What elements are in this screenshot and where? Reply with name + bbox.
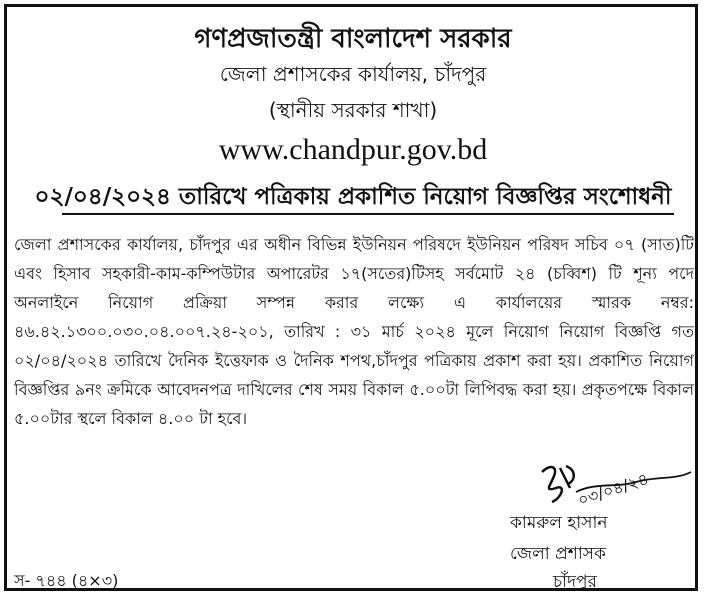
reference-number: স- ৭৪৪ (৪×৩) xyxy=(14,571,119,590)
government-heading: গণপ্রজাতন্ত্রী বাংলাদেশ সরকার xyxy=(194,24,512,54)
signature-scribble-icon xyxy=(536,458,696,513)
svg-text:০৩/০৪/২৪: ০৩/০৪/২৪ xyxy=(575,469,651,510)
signatory-designation: জেলা প্রশাসক xyxy=(510,544,606,564)
title-underline xyxy=(62,213,674,215)
signatory-name: কামরুল হাসান xyxy=(510,513,608,533)
notice-paragraph: জেলা প্রশাসকের কার্যালয়, চাঁদপুর এর অধীন বিভিন্ন ইউনিয়ন পরিষদে ইউনিয়ন পরিষদ সচিব ০৭ (সাত)টি এবং হিসাব সহকারী-কাম-কম্পিউটার অপারেটর ১৭(সতের)টিসহ সর্বমোট ২৪ (চব্বিশ) টি শূন্য পদে অনলাইনে নিয়োগ প্রক্রিয়া সম্পন্ন করার লক্ষ্যে এ কার্যালয়ের স্মারক নম্বর: ৪৬.৪২.১৩০০.০৩০.০৪.০০৭.২৪-২০১, তারিখ : ৩১ মার্চ ২০২৪ মূলে নিয়োগ নিয়োগ বিজ্ঞপ্তি গত ০২/০৪/২০২৪ তারিখে দৈনিক ইত্তেফাক ও দৈনিক শপথ,চাঁদপুর পত্রিকায় প্রকাশ করা হয়। প্রকাশিত নিয়োগ বিজ্ঞপ্তির ৯নং ক্রমিকে আবেদনপত্র দাখিলের শেষ সময় বিকাল ৫.০০টা লিপিবদ্ধ করা হয়। প্রকৃতপক্ষে বিকাল ৫.০০টার স্থলে বিকাল ৪.০০ টা হবে। xyxy=(14,235,694,428)
branch-heading: (স্থানীয় সরকার শাখা) xyxy=(268,98,438,122)
website-url: www.chandpur.gov.bd xyxy=(218,133,488,166)
office-heading: জেলা প্রশাসকের কার্যালয়, চাঁদপুর xyxy=(219,62,487,86)
notice-body xyxy=(14,230,694,433)
notice-title: ০২/০৪/২০২৪ তারিখে পত্রিকায় প্রকাশিত নিয়োগ বিজ্ঞপ্তির সংশোধনী xyxy=(34,184,672,210)
signatory-place: চাঁদপুর xyxy=(553,572,597,592)
handwritten-signature xyxy=(536,458,696,513)
